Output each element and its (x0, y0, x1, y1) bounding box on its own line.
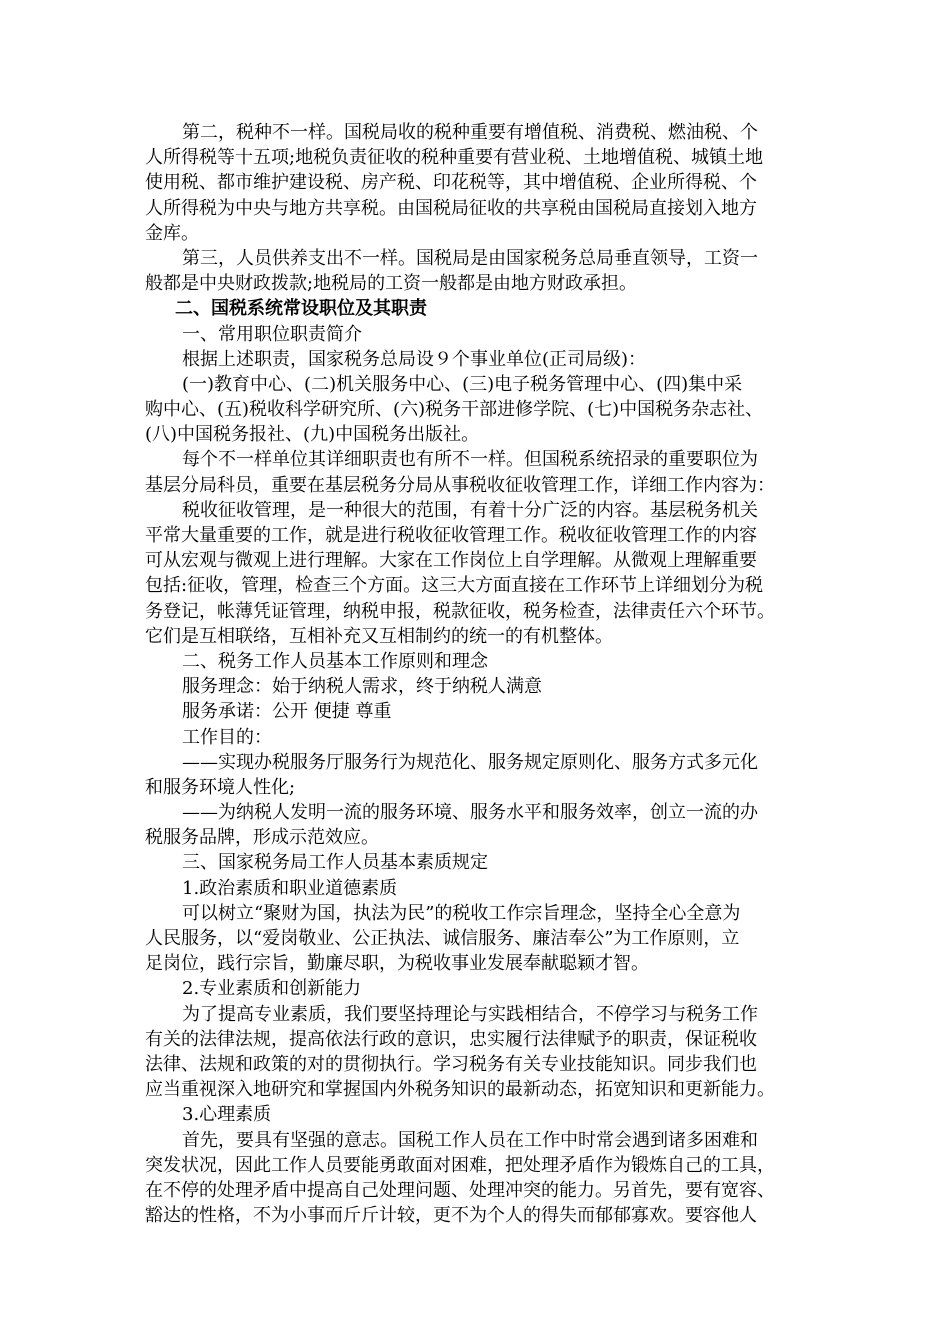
text-line: 金库。 (145, 222, 199, 244)
text-line: 应当重视深入地研究和掌握国内外税务知识的最新动态，拓宽知识和更新能力。 (145, 1079, 775, 1101)
text-line: 和服务环境人性化; (145, 776, 296, 798)
text-line: 购中心、(五)税收科学研究所、(六)税务干部进修学院、(七)中国税务杂志社、 (145, 399, 764, 421)
text-line: 使用税、都市维护建设税、房产税、印花税等，其中增值税、企业所得税、个 (145, 172, 757, 194)
document-body (145, 120, 805, 1228)
text-line: 第三，人员供养支出不一样。国税局是由国家税务总局垂直领导，工资一 (182, 247, 758, 269)
text-line: 税收征收管理，是一种很大的范围，有着十分广泛的内容。基层税务机关 (182, 499, 758, 521)
text-line: (一)教育中心、(二)机关服务中心、(三)电子税务管理中心、(四)集中采 (182, 373, 743, 395)
text-line: 服务理念：始于纳税人需求，终于纳税人满意 (182, 676, 542, 698)
text-line: 根据上述职责，国家税务总局设９个事业单位(正司局级)： (182, 348, 647, 370)
text-line: 基层分局科员，重要在基层税务分局从事税收征收管理工作，详细工作内容为： (145, 474, 775, 496)
text-line: 人所得税等十五项;地税负责征收的税种重要有营业税、土地增值税、城镇土地 (145, 147, 764, 169)
text-line: 务登记，帐薄凭证管理，纳税申报，税款征收，税务检查，法律责任六个环节。 (145, 600, 775, 622)
text-line: 1.政治素质和职业道德素质 (182, 877, 398, 899)
text-line: 豁达的性格，不为小事而斤斤计较，更不为个人的得失而郁郁寡欢。要容他人 (145, 1205, 757, 1227)
text-line: 一、常用职位职责简介 (182, 323, 362, 345)
text-line: 它们是互相联络，互相补充又互相制约的统一的有机整体。 (145, 625, 613, 647)
text-line: 二、税务工作人员基本工作原则和理念 (182, 650, 488, 672)
text-line: 人所得税为中央与地方共享税。由国税局征收的共享税由国税局直接划入地方 (145, 197, 757, 219)
text-line: 为了提高专业素质，我们要坚持理论与实践相结合，不停学习与税务工作 (182, 1003, 758, 1025)
text-line: 工作目的： (182, 726, 272, 748)
text-line: 法律、法规和政策的对的贯彻执行。学习税务有关专业技能知识。同步我们也 (145, 1053, 757, 1075)
text-line: 在不停的处理矛盾中提高自己处理问题、处理冲突的能力。另首先，要有宽容、 (145, 1179, 775, 1201)
text-line: 服务承诺：公开 便捷 尊重 (182, 701, 392, 723)
text-line: 平常大量重要的工作，就是进行税收征收管理工作。税收征收管理工作的内容 (145, 525, 757, 546)
text-line: 税服务品牌，形成示范效应。 (145, 827, 379, 849)
text-line: 突发状况，因此工作人员要能勇敢面对困难，把处理矛盾作为锻炼自己的工具， (145, 1154, 775, 1176)
text-line: 足岗位，践行宗旨，勤廉尽职，为税收事业发展奉献聪颖才智。 (145, 953, 649, 975)
text-line: ——实现办税服务厅服务行为规范化、服务规定原则化、服务方式多元化 (182, 751, 758, 773)
text-line: 第二，税种不一样。国税局收的税种重要有增值税、消费税、燃油税、个 (182, 122, 758, 143)
text-line: ——为纳税人发明一流的服务环境、服务水平和服务效率，创立一流的办 (182, 802, 758, 824)
text-line: 每个不一样单位其详细职责也有所不一样。但国税系统招录的重要职位为 (182, 449, 758, 471)
text-line: 人民服务，以“爱岗敬业、公正执法、诚信服务、廉洁奉公”为工作原则，立 (145, 928, 740, 949)
text-line: 可以树立“聚财为国，执法为民”的税收工作宗旨理念，坚持全心全意为 (182, 902, 741, 924)
text-line: 可从宏观与微观上进行理解。大家在工作岗位上自学理解。从微观上理解重要 (145, 550, 757, 572)
text-line: 2.专业素质和创新能力 (182, 978, 362, 1000)
section-heading: 二、国税系统常设职位及其职责 (175, 298, 427, 320)
text-line: 有关的法律法规，提高依法行政的意识，忠实履行法律赋予的职责，保证税收 (145, 1028, 757, 1050)
text-line: 三、国家税务局工作人员基本素质规定 (182, 852, 488, 874)
text-line: 包括:征收，管理，检查三个方面。这三大方面直接在工作环节上详细划分为税 (145, 575, 764, 597)
text-line: (八)中国税务报社、(九)中国税务出版社。 (145, 424, 480, 446)
text-line: 首先，要具有坚强的意志。国税工作人员在工作中时常会遇到诸多困难和 (182, 1129, 758, 1151)
text-line: 般都是中央财政拨款;地税局的工资一般都是由地方财政承担。 (145, 273, 638, 295)
text-line: 3.心理素质 (182, 1104, 272, 1126)
